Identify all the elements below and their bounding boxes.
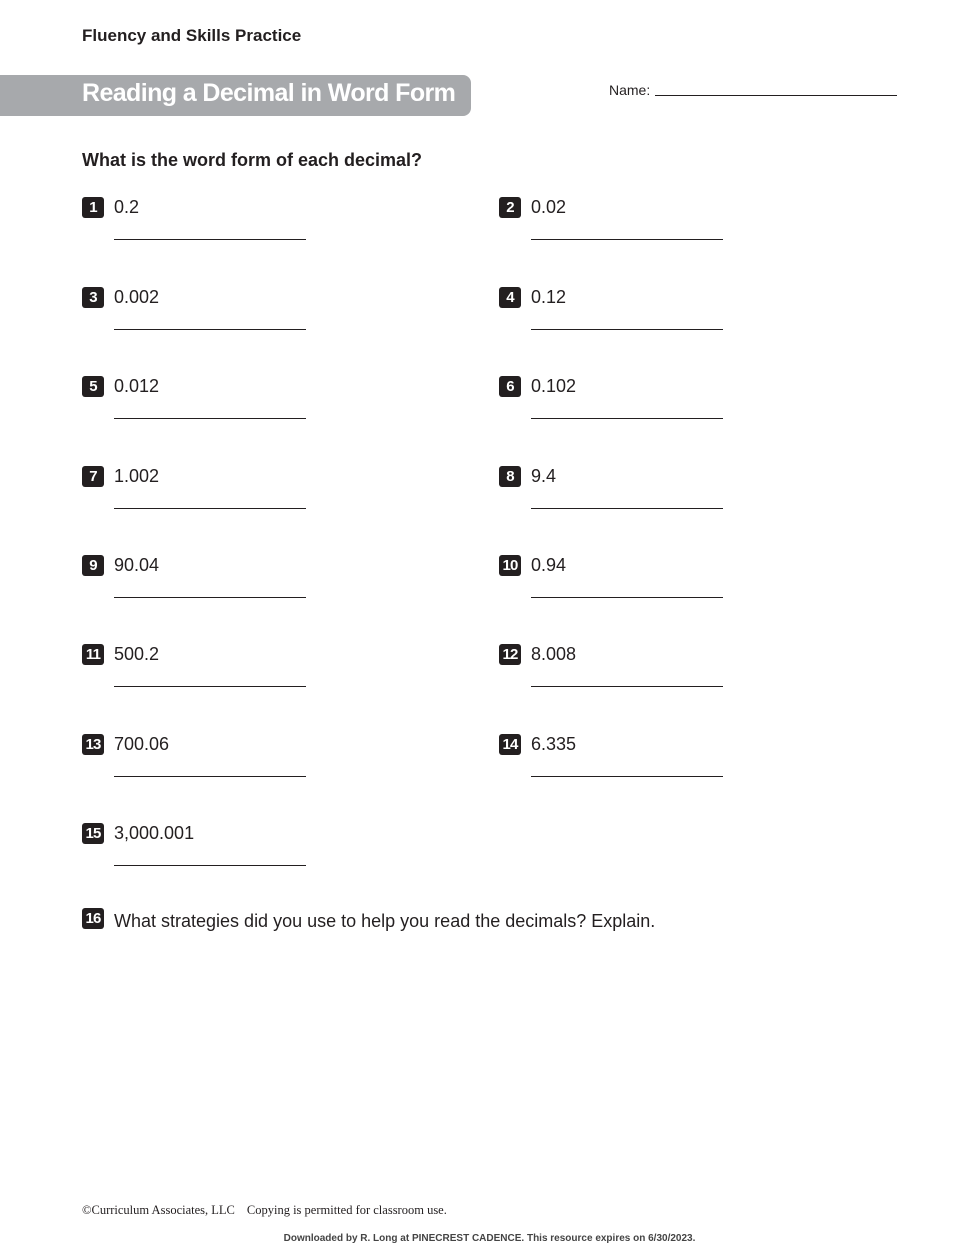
- problem-item: [499, 376, 799, 436]
- problem-number-badge: 4: [499, 287, 521, 308]
- problem-number-badge: 9: [82, 555, 104, 576]
- problem-decimal: 0.02: [531, 197, 567, 217]
- answer-line[interactable]: [114, 508, 306, 509]
- problem-item: [82, 466, 382, 526]
- problem-number-badge: 14: [499, 734, 521, 755]
- answer-line[interactable]: [114, 686, 306, 687]
- problem-number-badge: 10: [499, 555, 521, 576]
- problem-item: [82, 555, 382, 615]
- download-notice: Downloaded by R. Long at PINECREST CADENCE. This resource expires on 6/30/2023.: [283, 1233, 696, 1244]
- title-bar: [0, 75, 471, 116]
- page-title: Reading a Decimal in Word Form: [82, 79, 456, 107]
- answer-line[interactable]: [114, 239, 306, 240]
- problem-item: [499, 555, 799, 615]
- problem-item: [82, 197, 382, 257]
- answer-line[interactable]: [114, 418, 306, 419]
- problem-decimal: 8.008: [531, 644, 577, 664]
- question-16-text: What strategies did you use to help you read the decimals? Explain.: [114, 911, 656, 931]
- answer-line[interactable]: [531, 418, 723, 419]
- name-field[interactable]: [655, 95, 897, 96]
- problem-item: [499, 644, 799, 704]
- problem-number-badge: 3: [82, 287, 104, 308]
- answer-line[interactable]: [531, 597, 723, 598]
- problem-item: [499, 466, 799, 526]
- question-16: [82, 908, 882, 938]
- problem-item: [82, 823, 382, 883]
- problem-decimal: 0.94: [531, 555, 567, 575]
- answer-line[interactable]: [114, 865, 306, 866]
- name-label: Name:: [609, 82, 651, 98]
- problem-number-badge: 6: [499, 376, 521, 397]
- problem-decimal: 3,000.001: [114, 823, 195, 843]
- problem-decimal: 0.12: [531, 287, 567, 307]
- problem-decimal: 90.04: [114, 555, 160, 575]
- answer-line[interactable]: [531, 686, 723, 687]
- problem-item: [82, 644, 382, 704]
- problem-decimal: 0.2: [114, 197, 140, 217]
- answer-line[interactable]: [114, 597, 306, 598]
- answer-line[interactable]: [531, 776, 723, 777]
- instructions: What is the word form of each decimal?: [82, 150, 423, 170]
- problem-item: [82, 376, 382, 436]
- problem-decimal: 500.2: [114, 644, 160, 664]
- permission-text: Copying is permitted for classroom use.: [246, 1203, 447, 1217]
- series-label: Fluency and Skills Practice: [82, 26, 302, 45]
- problem-number-badge: 16: [82, 908, 104, 929]
- problem-number-badge: 13: [82, 734, 104, 755]
- problem-decimal: 1.002: [114, 466, 160, 486]
- problem-number-badge: 1: [82, 197, 104, 218]
- answer-line[interactable]: [531, 508, 723, 509]
- problem-item: [499, 734, 799, 794]
- problem-item: [499, 287, 799, 347]
- answer-line[interactable]: [531, 329, 723, 330]
- problem-number-badge: 5: [82, 376, 104, 397]
- problem-decimal: 9.4: [531, 466, 557, 486]
- problem-number-badge: 15: [82, 823, 104, 844]
- problem-number-badge: 11: [82, 644, 104, 665]
- problem-decimal: 6.335: [531, 734, 577, 754]
- problem-number-badge: 12: [499, 644, 521, 665]
- problem-number-badge: 2: [499, 197, 521, 218]
- problem-decimal: 700.06: [114, 734, 170, 754]
- problem-item: [499, 197, 799, 257]
- problem-decimal: 0.002: [114, 287, 160, 307]
- problem-number-badge: 7: [82, 466, 104, 487]
- problem-decimal: 0.012: [114, 376, 160, 396]
- answer-line[interactable]: [114, 329, 306, 330]
- problem-decimal: 0.102: [531, 376, 577, 396]
- problem-item: [82, 287, 382, 347]
- problem-number-badge: 8: [499, 466, 521, 487]
- answer-line[interactable]: [531, 239, 723, 240]
- answer-line[interactable]: [114, 776, 306, 777]
- problem-item: [82, 734, 382, 794]
- copyright-text: ©Curriculum Associates, LLC: [82, 1203, 235, 1217]
- copyright-footer: [82, 1203, 447, 1218]
